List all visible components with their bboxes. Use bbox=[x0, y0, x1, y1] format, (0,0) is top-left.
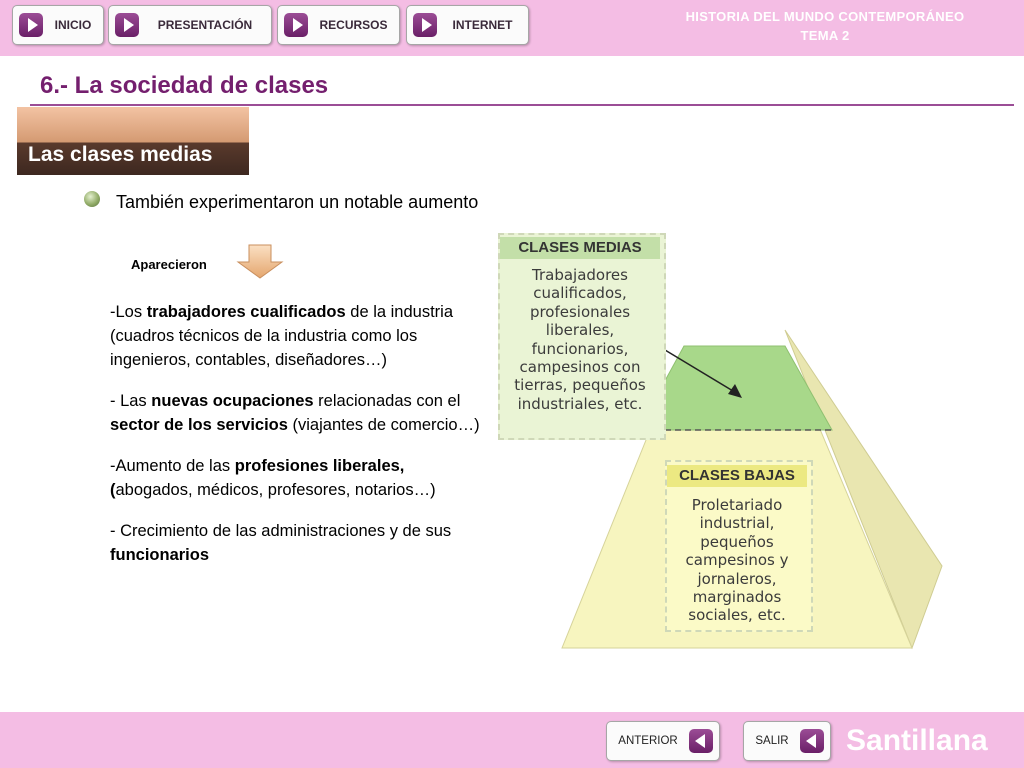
clases-bajas-body: Proletariado industrial, pequeños campesinos y jornaleros, marginados sociales, etc. bbox=[685, 496, 789, 625]
list-item: -Aumento de las profesiones liberales, (abogados, médicos, profesores, notarios…) bbox=[110, 457, 436, 499]
list-item: - Las nuevas ocupaciones relacionadas con el sector de los servicios (viajantes de comercio…) bbox=[110, 392, 480, 434]
section-title: Las clases medias bbox=[28, 143, 213, 166]
section-tab bbox=[17, 107, 249, 175]
salir-button[interactable] bbox=[743, 721, 831, 761]
class-pyramid-diagram bbox=[480, 228, 950, 653]
play-icon bbox=[284, 13, 308, 37]
anterior-button[interactable] bbox=[606, 721, 720, 761]
intro-text: También experimentaron un notable aumento bbox=[116, 192, 479, 212]
list-item: -Los trabajadores cualificados de la industria (cuadros técnicos de la industria como los ingenieros, contables, diseñadores…) bbox=[110, 303, 454, 369]
body-text bbox=[110, 300, 480, 584]
nav-label: INTERNET bbox=[452, 18, 513, 32]
course-title-line: HISTORIA DEL MUNDO CONTEMPORÁNEO bbox=[685, 9, 965, 24]
course-title bbox=[630, 7, 1020, 45]
nav-label: INICIO bbox=[54, 18, 92, 32]
nav-label: RECURSOS bbox=[319, 18, 388, 32]
clases-medias-title: CLASES MEDIAS bbox=[500, 237, 660, 259]
clases-bajas-title: CLASES BAJAS bbox=[667, 465, 807, 487]
nav-button-presentacion[interactable] bbox=[108, 5, 272, 45]
list-item: - Crecimiento de las administraciones y de sus funcionarios bbox=[110, 522, 452, 564]
back-arrow-icon bbox=[689, 729, 713, 753]
anterior-label: ANTERIOR bbox=[618, 735, 678, 747]
bullet-icon bbox=[84, 191, 100, 207]
nav-button-recursos[interactable] bbox=[277, 5, 400, 45]
course-subtitle-line: TEMA 2 bbox=[800, 28, 850, 43]
play-icon bbox=[19, 13, 43, 37]
title-divider bbox=[30, 104, 1014, 106]
aparecieron-label: Aparecieron bbox=[131, 257, 207, 272]
nav-button-internet[interactable] bbox=[406, 5, 529, 45]
clases-medias-body: Trabajadores cualificados, profesionales liberales, funcionarios, campesinos con tierras, pequeños industriales, etc. bbox=[514, 266, 646, 413]
salir-label: SALIR bbox=[755, 735, 789, 747]
page-title: 6.- La sociedad de clases bbox=[40, 72, 329, 99]
back-arrow-icon bbox=[800, 729, 824, 753]
down-arrow-icon bbox=[236, 244, 284, 280]
nav-label: PRESENTACIÓN bbox=[157, 18, 253, 32]
play-icon bbox=[115, 13, 139, 37]
play-icon bbox=[413, 13, 437, 37]
nav-button-inicio[interactable] bbox=[12, 5, 104, 45]
brand-logo: Santillana bbox=[846, 724, 988, 757]
